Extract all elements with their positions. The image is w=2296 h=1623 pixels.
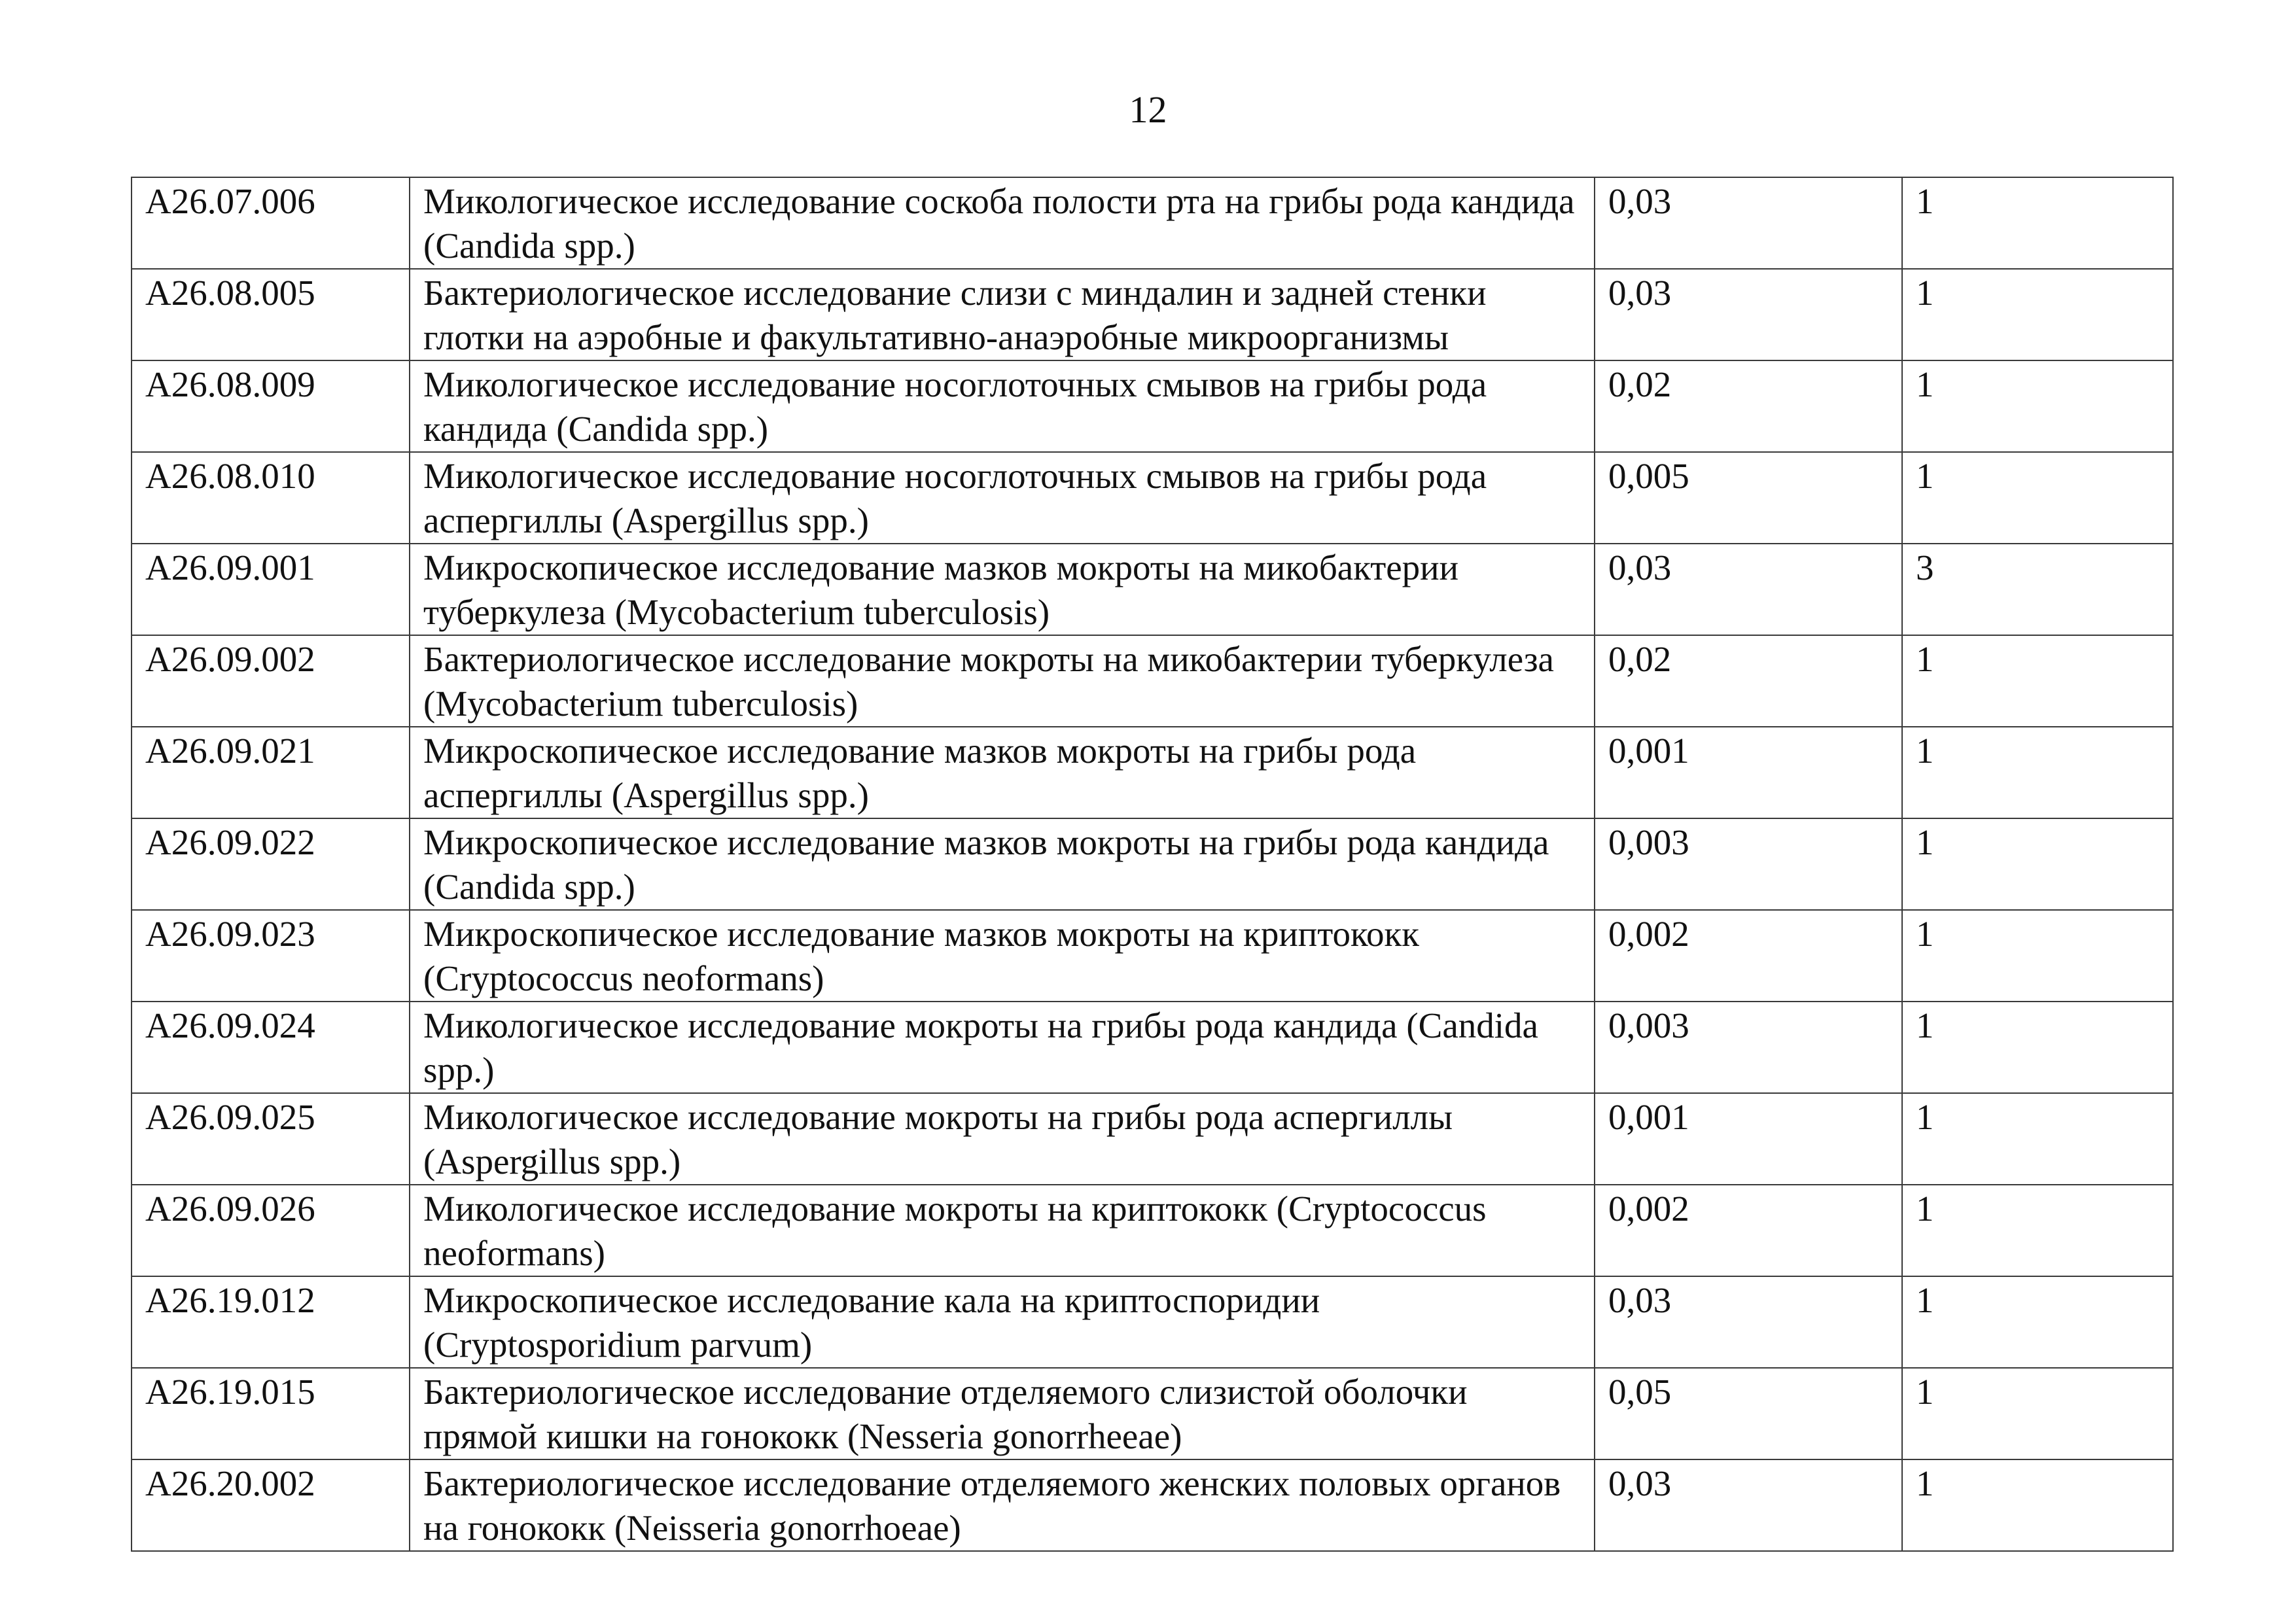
service-code-cell: A26.08.009 — [132, 360, 410, 452]
service-code-cell: A26.09.023 — [132, 910, 410, 1002]
frequency-cell: 0,03 — [1595, 1276, 1902, 1368]
multiplicity-cell: 1 — [1902, 269, 2173, 360]
service-name-cell: Микологическое исследование мокроты на криптококк (Cryptococcus neoformans) — [410, 1185, 1595, 1276]
services-table — [131, 177, 2174, 1552]
frequency-cell: 0,002 — [1595, 910, 1902, 1002]
table-row — [132, 1185, 2173, 1276]
frequency-cell: 0,02 — [1595, 360, 1902, 452]
frequency-cell: 0,03 — [1595, 269, 1902, 360]
service-code-cell: A26.09.025 — [132, 1093, 410, 1185]
multiplicity-cell: 1 — [1902, 360, 2173, 452]
service-name-cell: Микологическое исследование носоглоточных смывов на грибы рода аспергиллы (Aspergillus spp.) — [410, 452, 1595, 544]
table-row — [132, 818, 2173, 910]
service-name-cell: Микроскопическое исследование мазков мокроты на грибы рода кандида (Candida spp.) — [410, 818, 1595, 910]
page-number: 12 — [1129, 88, 1167, 131]
service-code-cell: A26.09.001 — [132, 544, 410, 635]
frequency-cell: 0,02 — [1595, 635, 1902, 727]
multiplicity-cell: 1 — [1902, 177, 2173, 269]
service-name-cell: Бактериологическое исследование слизи с миндалин и задней стенки глотки на аэробные и факультативно-анаэробные микроорганизмы — [410, 269, 1595, 360]
table-body — [132, 177, 2173, 1551]
frequency-cell: 0,05 — [1595, 1368, 1902, 1459]
table-row — [132, 544, 2173, 635]
service-name-cell: Микологическое исследование соскоба полости рта на грибы рода кандида (Candida spp.) — [410, 177, 1595, 269]
service-name-cell: Микологическое исследование мокроты на грибы рода кандида (Candida spp.) — [410, 1002, 1595, 1093]
table-row — [132, 635, 2173, 727]
service-name-cell: Бактериологическое исследование мокроты на микобактерии туберкулеза (Mycobacterium tuberculosis) — [410, 635, 1595, 727]
table-row — [132, 1368, 2173, 1459]
service-name-cell: Микроскопическое исследование мазков мокроты на грибы рода аспергиллы (Aspergillus spp.) — [410, 727, 1595, 818]
service-name-cell: Бактериологическое исследование отделяемого слизистой оболочки прямой кишки на гонококк (Nesseria gonorrheeae) — [410, 1368, 1595, 1459]
service-code-cell: A26.07.006 — [132, 177, 410, 269]
service-code-cell: A26.09.022 — [132, 818, 410, 910]
service-code-cell: A26.09.026 — [132, 1185, 410, 1276]
multiplicity-cell: 1 — [1902, 1093, 2173, 1185]
multiplicity-cell: 1 — [1902, 1276, 2173, 1368]
frequency-cell: 0,003 — [1595, 1002, 1902, 1093]
service-code-cell: A26.20.002 — [132, 1459, 410, 1551]
service-code-cell: A26.08.010 — [132, 452, 410, 544]
frequency-cell: 0,03 — [1595, 1459, 1902, 1551]
multiplicity-cell: 1 — [1902, 1002, 2173, 1093]
multiplicity-cell: 3 — [1902, 544, 2173, 635]
service-name-cell: Микологическое исследование мокроты на грибы рода аспергиллы (Aspergillus spp.) — [410, 1093, 1595, 1185]
frequency-cell: 0,03 — [1595, 544, 1902, 635]
table-row — [132, 1276, 2173, 1368]
multiplicity-cell: 1 — [1902, 910, 2173, 1002]
service-name-cell: Микроскопическое исследование мазков мокроты на микобактерии туберкулеза (Mycobacterium tuberculosis) — [410, 544, 1595, 635]
multiplicity-cell: 1 — [1902, 818, 2173, 910]
service-code-cell: A26.09.021 — [132, 727, 410, 818]
table-row — [132, 177, 2173, 269]
frequency-cell: 0,005 — [1595, 452, 1902, 544]
multiplicity-cell: 1 — [1902, 727, 2173, 818]
table-row — [132, 360, 2173, 452]
service-name-cell: Микроскопическое исследование мазков мокроты на криптококк (Cryptococcus neoformans) — [410, 910, 1595, 1002]
service-name-cell: Микроскопическое исследование кала на криптоспоридии (Cryptosporidium parvum) — [410, 1276, 1595, 1368]
service-code-cell: A26.09.024 — [132, 1002, 410, 1093]
service-code-cell: A26.19.015 — [132, 1368, 410, 1459]
frequency-cell: 0,03 — [1595, 177, 1902, 269]
service-code-cell: A26.09.002 — [132, 635, 410, 727]
table-row — [132, 1093, 2173, 1185]
multiplicity-cell: 1 — [1902, 635, 2173, 727]
multiplicity-cell: 1 — [1902, 1459, 2173, 1551]
service-name-cell: Бактериологическое исследование отделяемого женских половых органов на гонококк (Neisseria gonorrhoeae) — [410, 1459, 1595, 1551]
table-row — [132, 910, 2173, 1002]
service-name-cell: Микологическое исследование носоглоточных смывов на грибы рода кандида (Candida spp.) — [410, 360, 1595, 452]
table-row — [132, 727, 2173, 818]
table-row — [132, 269, 2173, 360]
service-code-cell: A26.19.012 — [132, 1276, 410, 1368]
multiplicity-cell: 1 — [1902, 1185, 2173, 1276]
table-row — [132, 452, 2173, 544]
multiplicity-cell: 1 — [1902, 1368, 2173, 1459]
frequency-cell: 0,001 — [1595, 727, 1902, 818]
frequency-cell: 0,003 — [1595, 818, 1902, 910]
frequency-cell: 0,002 — [1595, 1185, 1902, 1276]
service-code-cell: A26.08.005 — [132, 269, 410, 360]
table-row — [132, 1002, 2173, 1093]
table-row — [132, 1459, 2173, 1551]
multiplicity-cell: 1 — [1902, 452, 2173, 544]
frequency-cell: 0,001 — [1595, 1093, 1902, 1185]
